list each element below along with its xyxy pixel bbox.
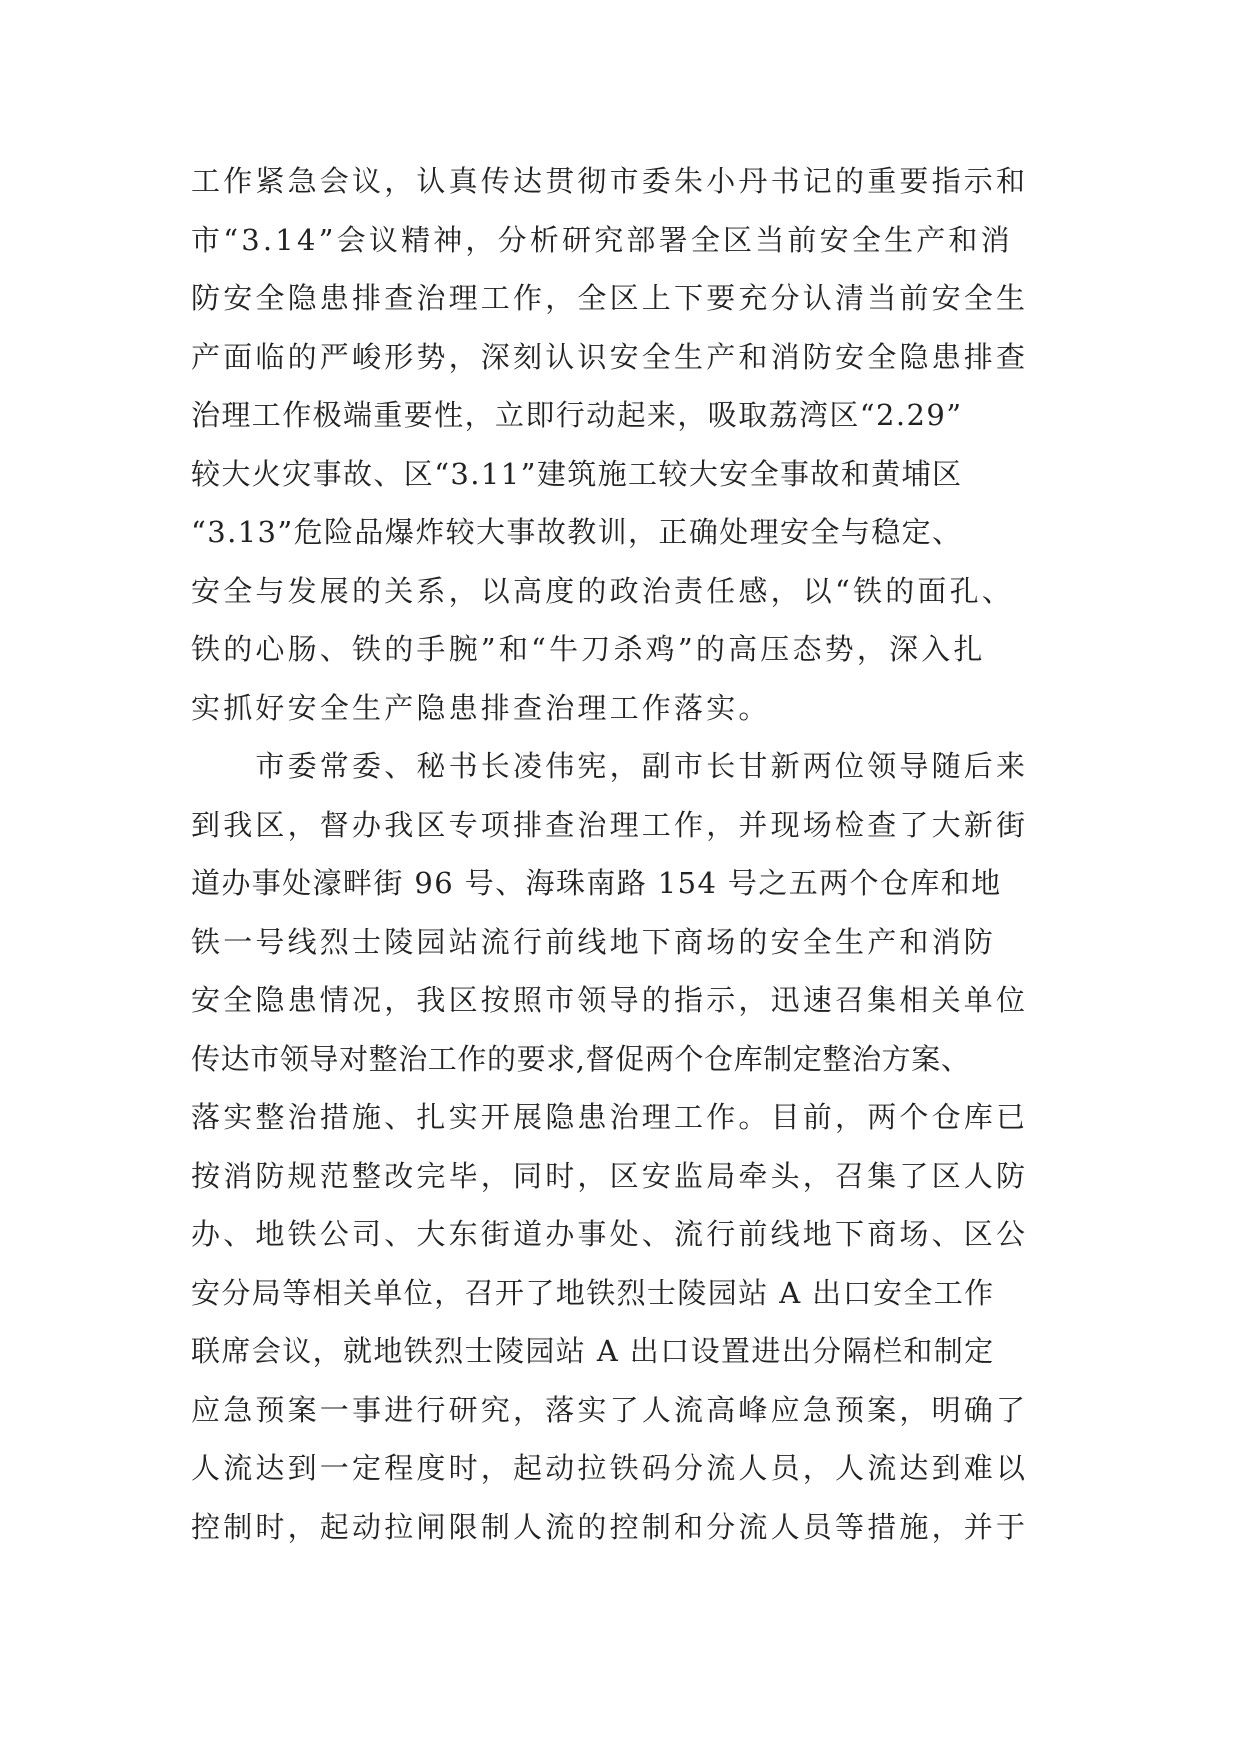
text-line: 安全隐患情况，我区按照市领导的指示，迅速召集相关单位 [191,983,1029,1017]
text-line: 治理工作极端重要性，立即行动起来，吸取荔湾区“2.29” [191,398,963,432]
text-line: 办、地铁公司、大东街道办事处、流行前线地下商场、区公 [191,1217,1029,1251]
text-line: 传达市领导对整治工作的要求,督促两个仓库制定整治方案、 [191,1041,971,1076]
text-line: 市委常委、秘书长凌伟宪，副市长甘新两位领导随后来 [191,749,1029,783]
text-line: 防安全隐患排查治理工作，全区上下要充分认清当前安全生 [191,281,1029,315]
text-line: 安全与发展的关系，以高度的政治责任感，以“铁的面孔、 [191,573,1015,608]
text-line: 人流达到一定程度时，起动拉铁码分流人员，人流达到难以 [191,1451,1029,1485]
text-line: 联席会议，就地铁烈士陵园站 A 出口设置进出分隔栏和制定 [191,1334,995,1368]
text-line: 铁一号线烈士陵园站流行前线地下商场的安全生产和消防 [191,924,997,959]
text-line: 道办事处濠畔街 96 号、海珠南路 154 号之五两个仓库和地 [191,866,1002,900]
text-line: 安分局等相关单位，召开了地铁烈士陵园站 A 出口安全工作 [191,1275,995,1310]
text-line: 控制时，起动拉闸限制人流的控制和分流人员等措施，并于 [191,1509,1029,1544]
text-line: 应急预案一事进行研究，落实了人流高峰应急预案，明确了 [191,1392,1029,1427]
text-line: “3.13”危险品爆炸较大事故教训，正确处理安全与稳定、 [191,515,963,549]
text-line: 产面临的严峻形势，深刻认识安全生产和消防安全隐患排查 [191,339,1029,374]
body-text [191,152,1051,1556]
text-line: 工作紧急会议，认真传达贯彻市委朱小丹书记的重要指示和 [191,164,1029,198]
text-line: 到我区，督办我区专项排查治理工作，并现场检查了大新街 [191,807,1029,842]
text-line: 市“3.14”会议精神，分析研究部署全区当前安全生产和消 [191,222,1013,257]
text-line: 按消防规范整改完毕，同时，区安监局牵头，召集了区人防 [191,1158,1029,1193]
text-line: 实抓好安全生产隐患排查治理工作落实。 [191,690,771,725]
text-line: 铁的心肠、铁的手腕”和“牛刀杀鸡”的高压态势，深入扎 [191,632,986,666]
text-line: 较大火灾事故、区“3.11”建筑施工较大安全事故和黄埔区 [191,456,963,491]
text-line: 落实整治措施、扎实开展隐患治理工作。目前，两个仓库已 [191,1100,1029,1134]
